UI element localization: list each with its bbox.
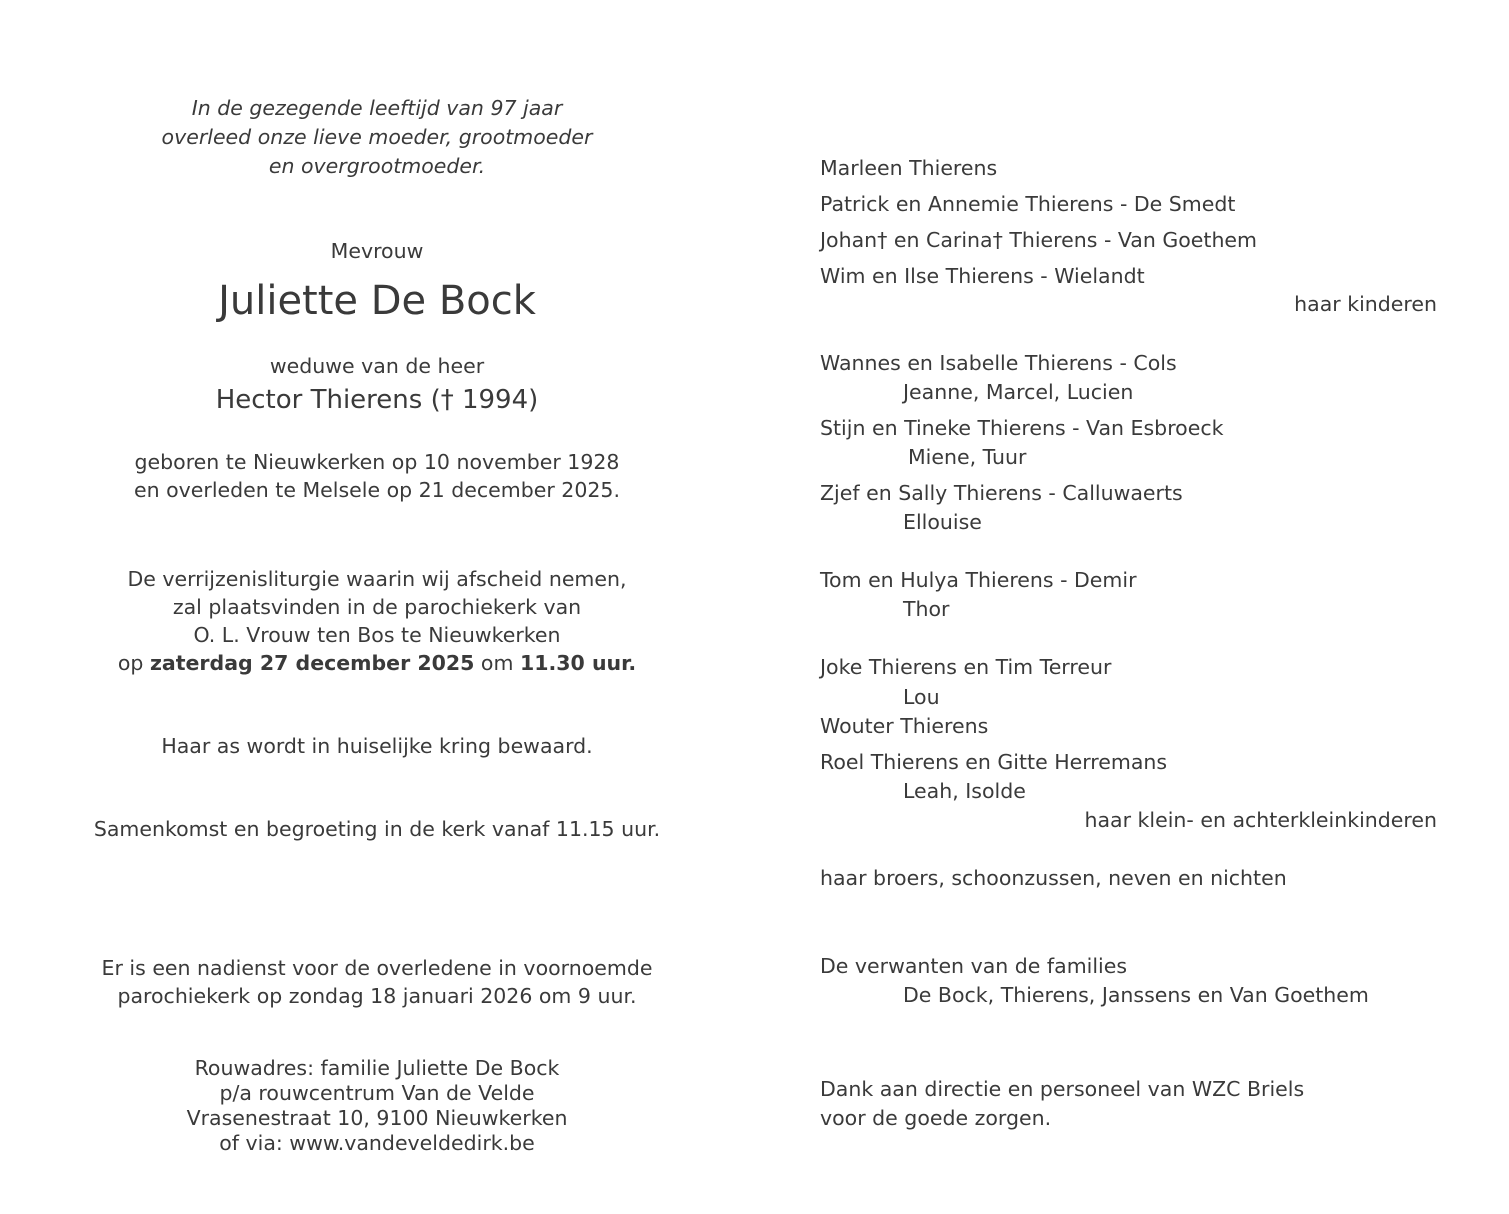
thanks-line-2: voor de goede zorgen.: [820, 1106, 1052, 1130]
thanks-line-1: Dank aan directie en personeel van WZC Briels: [820, 1077, 1305, 1101]
widow-of: weduwe van de heer: [269, 354, 485, 378]
ashes-line: Haar as wordt in huiselijke kring bewaard.: [161, 734, 593, 758]
intro-line-3: en overgrootmoeder.: [268, 154, 486, 178]
grandchild-family: Wouter Thierens: [820, 714, 989, 738]
grandchild-family: Zjef en Sally Thierens - Calluwaerts: [820, 481, 1183, 505]
memorial-line-1: Er is een nadienst voor de overledene in voornoemde: [101, 956, 653, 980]
liturgy-when: [70, 650, 684, 676]
liturgy-line-2: zal plaatsvinden in de parochiekerk van: [172, 595, 582, 619]
children-label: haar kinderen: [1294, 292, 1437, 316]
grandchild-kids: Jeanne, Marcel, Lucien: [903, 380, 1134, 404]
husband-name: Hector Thierens († 1994): [215, 385, 539, 415]
grandchild-kids: Miene, Tuur: [908, 445, 1027, 469]
grandchild-kids: Ellouise: [903, 510, 982, 534]
child-line: Patrick en Annemie Thierens - De Smedt: [820, 192, 1236, 216]
liturgy-time: 11.30 uur.: [519, 651, 637, 675]
child-line: Johan† en Carina† Thierens - Van Goethem: [820, 228, 1258, 252]
liturgy-when-mid: om: [480, 651, 514, 675]
liturgy-when-pre: op: [117, 651, 144, 675]
liturgy-line-1: De verrijzenisliturgie waarin wij afscheid nemen,: [127, 567, 627, 591]
death-line: en overleden te Melsele op 21 december 2025.: [134, 478, 620, 502]
deceased-name: Juliette De Bock: [218, 278, 536, 324]
child-line: Wim en Ilse Thierens - Wielandt: [820, 264, 1145, 288]
families-line: De Bock, Thierens, Janssens en Van Goethem: [903, 983, 1369, 1007]
grandchild-family: Stijn en Tineke Thierens - Van Esbroeck: [820, 416, 1224, 440]
relatives-line: De verwanten van de families: [820, 954, 1128, 978]
liturgy-line-3: O. L. Vrouw ten Bos te Nieuwkerken: [193, 623, 561, 647]
address-line-1: Rouwadres: familie Juliette De Bock: [194, 1056, 560, 1080]
memorial-line-2: parochiekerk op zondag 18 januari 2026 om 9 uur.: [117, 984, 637, 1008]
liturgy-date: zaterdag 27 december 2025: [149, 651, 475, 675]
grandchild-family: Joke Thierens en Tim Terreur: [820, 655, 1112, 679]
siblings-line: haar broers, schoonzussen, neven en nichten: [820, 866, 1287, 890]
address-line-3: Vrasenestraat 10, 9100 Nieuwkerken: [186, 1106, 568, 1130]
grandchild-family: Tom en Hulya Thierens - Demir: [820, 568, 1137, 592]
grandchild-family: Roel Thierens en Gitte Herremans: [820, 750, 1168, 774]
address-line-2: p/a rouwcentrum Van de Velde: [219, 1081, 535, 1105]
title-mevrouw: Mevrouw: [330, 239, 424, 263]
intro-line-1: In de gezegende leeftijd van 97 jaar: [191, 96, 563, 120]
grandchild-kids: Leah, Isolde: [903, 779, 1026, 803]
intro-line-2: overleed onze lieve moeder, grootmoeder: [161, 125, 593, 149]
grandchild-kids: Thor: [903, 597, 950, 621]
gathering-line: Samenkomst en begroeting in de kerk vanaf 11.15 uur.: [93, 817, 661, 841]
address-line-4: of via: www.vandeveldedirk.be: [219, 1131, 535, 1155]
grandchild-family: Wannes en Isabelle Thierens - Cols: [820, 351, 1177, 375]
child-line: Marleen Thierens: [820, 156, 998, 180]
grandchild-kids: Lou: [903, 685, 940, 709]
birth-line: geboren te Nieuwkerken op 10 november 1928: [134, 450, 620, 474]
grandchildren-label: haar klein- en achterkleinkinderen: [1084, 808, 1437, 832]
